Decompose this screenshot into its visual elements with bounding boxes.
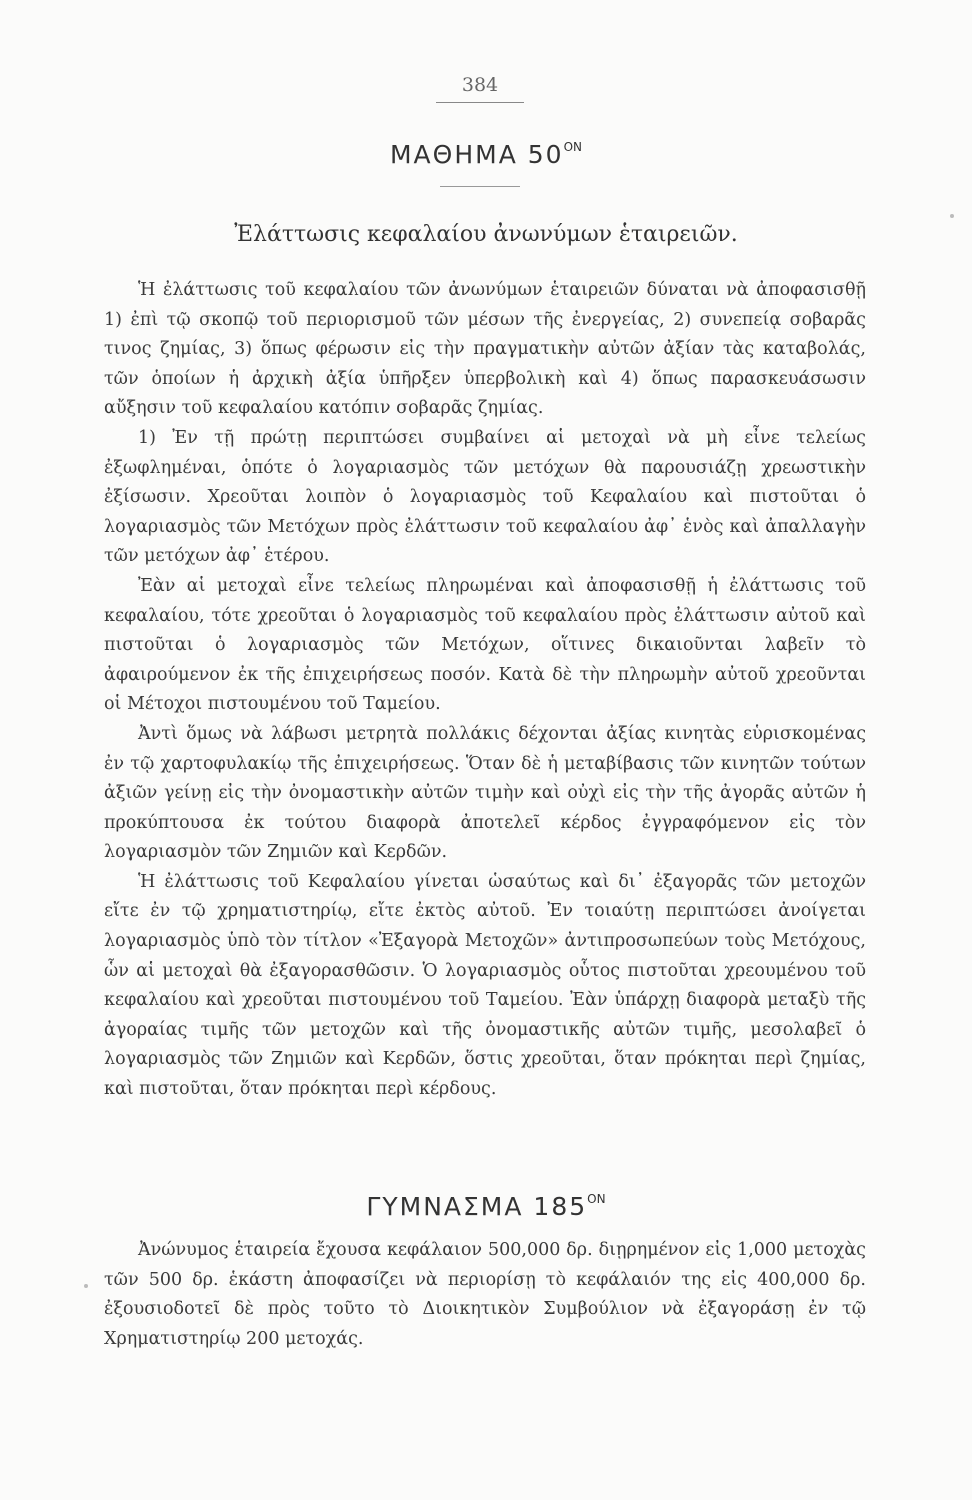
exercise-title bbox=[0, 1192, 972, 1221]
paper-speck bbox=[950, 214, 954, 218]
exercise-title-suffix: ΟΝ bbox=[587, 1192, 606, 1206]
lesson-title-text: ΜΑΘΗΜΑ 50 bbox=[389, 140, 564, 169]
page-number: 384 bbox=[436, 74, 524, 103]
lesson-title bbox=[0, 140, 972, 169]
exercise-title-text: ΓΥΜΝΑΣΜΑ 185 bbox=[366, 1192, 588, 1221]
title-divider bbox=[440, 186, 520, 187]
paragraph-4: Ἀντὶ ὅμως νὰ λάβωσι μετρητὰ πολλάκις δέχονται ἀξίας κινητὰς εὑρισκομένας ἐν τῷ χαρτοφυλακίῳ τῆς ἐπιχειρήσεως. Ὅταν δὲ ἡ μεταβίβασις τῶν κινητῶν τούτων ἀξιῶν γείνῃ εἰς τὴν ὀνομαστικὴν αὐτῶν τιμὴν καὶ οὐχὶ εἰς τὴν τῆς ἀγορᾶς αὐτῶν ἡ προκύπτουσα ἐκ τούτου διαφορὰ ἀποτελεῖ κέρδος ἐγγραφόμενον εἰς τὸν λογαριασμὸν τῶν Ζημιῶν καὶ Κερδῶν. bbox=[104, 723, 866, 863]
exercise-paragraph: Ἀνώνυμος ἑταιρεία ἔχουσα κεφάλαιον 500,000 δρ. διῃρημένον εἰς 1,000 μετοχὰς τῶν 500 δρ. ἑκάστη ἀποφασίζει νὰ περιορίσῃ τὸ κεφάλαιόν της εἰς 400,000 δρ. ἐξουσιοδοτεῖ δὲ πρὸς τοῦτο τὸ Διοικητικὸν Συμβούλιον νὰ ἐξαγοράσῃ ἐν τῷ Χρηματιστηρίῳ 200 μετοχάς. bbox=[104, 1240, 866, 1349]
paper-speck bbox=[84, 1284, 88, 1288]
paragraph-3: Ἐὰν αἱ μετοχαὶ εἶνε τελείως πληρωμέναι καὶ ἀποφασισθῇ ἡ ἐλάττωσις τοῦ κεφαλαίου, τότε χρεοῦται ὁ λογαριασμὸς τοῦ κεφαλαίου πρὸς ἐλάττωσιν αὐτοῦ καὶ πιστοῦται ὁ λογαριασμὸς τῶν Μετόχων, οἵτινες δικαιοῦνται λαβεῖν τὸ ἀφαιρούμενον ἐκ τῆς ἐπιχειρήσεως ποσόν. Κατὰ δὲ τὴν πληρωμὴν αὐτοῦ χρεοῦνται οἱ Μέτοχοι πιστουμένου τοῦ Ταμείου. bbox=[104, 575, 866, 715]
lesson-title-suffix: ΟΝ bbox=[563, 140, 582, 154]
lesson-body bbox=[104, 276, 866, 1105]
lesson-subtitle: Ἐλάττωσις κεφαλαίου ἀνωνύμων ἑταιρειῶν. bbox=[234, 222, 738, 247]
paragraph-1: Ἡ ἐλάττωσις τοῦ κεφαλαίου τῶν ἀνωνύμων ἑταιρειῶν δύναται νὰ ἀποφασισθῇ 1) ἐπὶ τῷ σκοπῷ τοῦ περιορισμοῦ τῶν μέσων τῆς ἐνεργείας, 2) συνεπείᾳ σοβαρᾶς τινος ζημίας, 3) ὅπως φέρωσιν εἰς τὴν πραγματικὴν αὐτῶν ἀξίαν τὰς καταβολάς, τῶν ὁποίων ἡ ἀρχικὴ ἀξία ὑπῆρξεν ὑπερβολικὴ καὶ 4) ὅπως παρασκευάσωσιν αὔξησιν τοῦ κεφαλαίου κατόπιν σοβαρᾶς ζημίας. bbox=[104, 280, 866, 419]
exercise-body bbox=[104, 1236, 866, 1354]
paragraph-5: Ἡ ἐλάττωσις τοῦ Κεφαλαίου γίνεται ὡσαύτως καὶ δι᾽ ἐξαγορᾶς τῶν μετοχῶν εἴτε ἐν τῷ χρηματιστηρίῳ, εἴτε ἐκτὸς αὐτοῦ. Ἐν τοιαύτῃ περιπτώσει ἀνοίγεται λογαριασμὸς ὑπὸ τὸν τίτλον «Ἐξαγορὰ Μετοχῶν» ἀντιπροσωπεύων τοὺς Μετόχους, ὧν αἱ μετοχαὶ θὰ ἐξαγορασθῶσιν. Ὁ λογαριασμὸς οὗτος πιστοῦται χρεουμένου τοῦ κεφαλαίου καὶ χρεοῦται πιστουμένου τοῦ Ταμείου. Ἐὰν ὑπάρχῃ διαφορὰ μεταξὺ τῆς ἀγοραίας τιμῆς τῶν μετοχῶν καὶ τῆς ὀνομαστικῆς αὐτῶν τιμῆς, μεσολαβεῖ ὁ λογαριασμὸς τῶν Ζημιῶν καὶ Κερδῶν, ὅστις χρεοῦται, ὅταν πρόκηται περὶ ζημίας, καὶ πιστοῦται, ὅταν πρόκηται περὶ κέρδους. bbox=[104, 871, 866, 1100]
paragraph-2: 1) Ἐν τῇ πρώτῃ περιπτώσει συμβαίνει αἱ μετοχαὶ νὰ μὴ εἶνε τελείως ἐξωφλημέναι, ὁπότε ὁ λογαριασμὸς τῶν μετόχων θὰ παρουσιάζῃ χρεωστικὴν ἐξίσωσιν. Χρεοῦται λοιπὸν ὁ λογαριασμὸς τοῦ Κεφαλαίου καὶ πιστοῦται ὁ λογαριασμὸς τῶν Μετόχων πρὸς ἐλάττωσιν τοῦ κεφαλαίου ἀφ᾽ ἑνὸς καὶ ἀπαλλαγὴν τῶν μετόχων ἀφ᾽ ἑτέρου. bbox=[104, 427, 866, 567]
